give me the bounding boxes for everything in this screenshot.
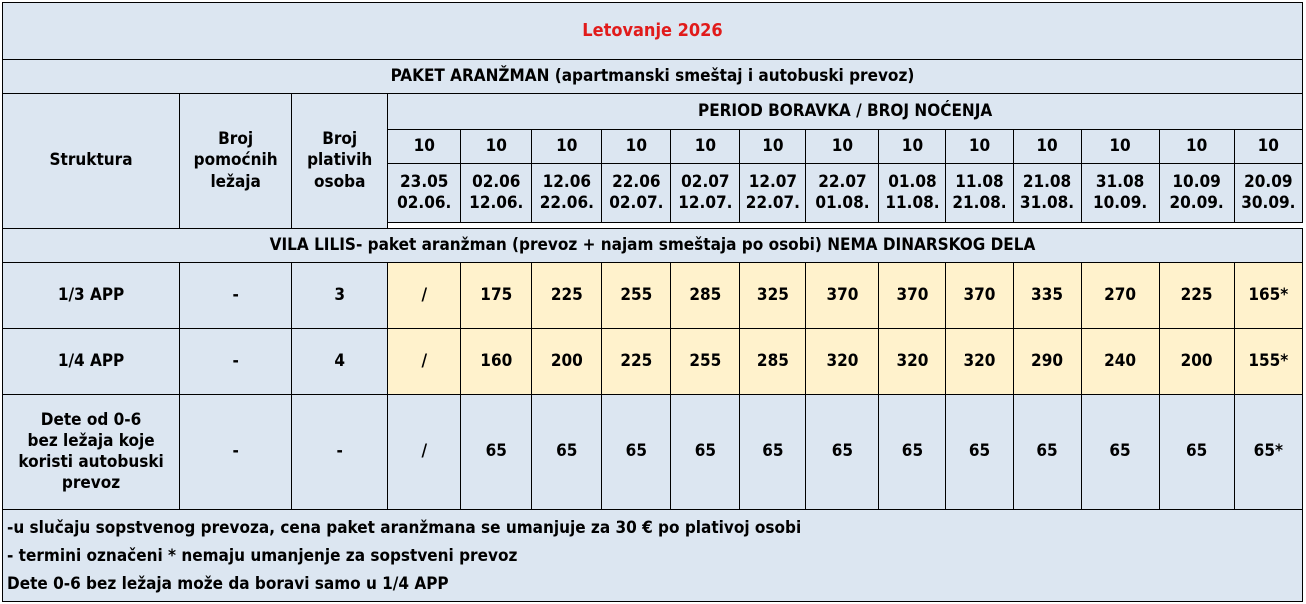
price-cell: 255 [671,329,740,395]
period-from: 31.08 [1095,171,1145,192]
period-to: 10.09. [1092,193,1148,213]
price-cell: 65* [1234,395,1302,510]
period-to: 22.07. [745,193,800,213]
table-row [3,395,1303,510]
price-cell: 65 [671,395,740,510]
period-to: 20.09. [1169,193,1224,213]
price-cell: 65 [1081,395,1159,510]
price-cell: / [388,395,461,510]
period-from: 01.08 [888,171,937,192]
price-cell: 285 [740,329,806,395]
row-paying-persons: - [292,395,388,510]
nights-cell: 10 [602,130,671,164]
price-cell: 200 [1159,329,1234,395]
price-cell: 320 [879,329,946,395]
nights-cell: 10 [740,130,806,164]
period-from: 20.09 [1244,171,1293,192]
nights-cell: 10 [806,130,879,164]
price-cell: 155* [1234,329,1302,395]
notes [3,510,1303,602]
package-subtitle: PAKET ARANŽMAN (apartmanski smeštaj i autobuski prevoz) [3,60,1303,94]
row-structure: 1/4 APP [3,329,180,395]
price-cell: 160 [461,329,532,395]
period-from: 02.06 [472,171,521,192]
period-cell [1159,164,1234,223]
price-cell: 165* [1234,263,1302,329]
period-to: 21.08. [952,193,1007,213]
table-row [3,329,1303,395]
price-cell: 370 [879,263,946,329]
price-table [2,2,1303,602]
price-cell: 290 [1013,329,1081,395]
period-from: 22.06 [612,171,661,192]
period-from: 12.07 [748,171,798,192]
period-from: 21.08 [1022,171,1072,192]
period-cell [1081,164,1159,223]
price-cell: 65 [461,395,532,510]
price-cell: 370 [806,263,879,329]
price-cell: 370 [946,263,1013,329]
period-from: 02.07 [681,171,730,192]
row-paying-persons: 3 [292,263,388,329]
price-cell: 65 [806,395,879,510]
price-cell: 200 [532,329,602,395]
period-cell [671,164,740,223]
period-from: 12.06 [542,171,591,192]
header-extra-beds: Broj pomoćnih ležaja [180,94,292,229]
period-from: 22.07 [818,171,867,192]
price-cell: 65 [879,395,946,510]
price-cell: 320 [946,329,1013,395]
nights-cell: 10 [461,130,532,164]
period-to: 22.06. [539,193,594,213]
period-to: 11.08. [885,193,940,213]
price-cell: 225 [532,263,602,329]
period-to: 12.07. [678,193,733,213]
nights-cell: 10 [879,130,946,164]
period-cell [602,164,671,223]
period-cell [806,164,879,223]
price-cell: 240 [1081,329,1159,395]
nights-cell: 10 [1159,130,1234,164]
table-row [3,263,1303,329]
period-to: 30.09. [1241,193,1296,213]
price-cell: 65 [740,395,806,510]
header-paying-persons: Broj plativih osoba [292,94,388,229]
note-line: -u slučaju sopstvenog prevoza, cena paket aranžmana se umanjuje za 30 € po plativoj osobi [7,517,802,538]
price-cell: 65 [1159,395,1234,510]
period-cell [946,164,1013,223]
period-to: 02.07. [609,193,664,213]
period-cell [388,164,461,223]
price-cell: 65 [946,395,1013,510]
period-to: 12.06. [469,193,524,213]
period-from: 10.09 [1172,171,1221,192]
period-cell [1234,164,1302,223]
price-cell: 225 [1159,263,1234,329]
header-period: PERIOD BORAVKA / BROJ NOĆENJA [388,94,1303,130]
period-from: 11.08 [955,171,1004,192]
row-extra-beds: - [180,329,292,395]
price-cell: 335 [1013,263,1081,329]
nights-cell: 10 [532,130,602,164]
section-title: VILA LILIS- paket aranžman (prevoz + najam smeštaja po osobi) NEMA DINARSKOG DELA [3,229,1303,263]
period-cell [879,164,946,223]
nights-cell: 10 [1234,130,1302,164]
nights-cell: 10 [946,130,1013,164]
period-to: 02.06. [397,193,452,213]
header-structure: Struktura [3,94,180,229]
nights-cell: 10 [671,130,740,164]
period-cell [740,164,806,223]
row-extra-beds: - [180,263,292,329]
row-paying-persons: 4 [292,329,388,395]
period-to: 01.08. [815,193,870,213]
nights-cell: 10 [1081,130,1159,164]
note-line: - termini označeni * nemaju umanjenje za sopstveni prevoz [7,545,518,566]
price-cell: 65 [1013,395,1081,510]
nights-cell: 10 [388,130,461,164]
period-to: 31.08. [1019,193,1075,213]
note-line: Dete 0-6 bez ležaja može da boravi samo u 1/4 APP [7,573,449,594]
page-title: Letovanje 2026 [3,3,1303,60]
period-cell [1013,164,1081,223]
price-cell: 65 [532,395,602,510]
price-cell: 320 [806,329,879,395]
price-cell: 175 [461,263,532,329]
price-cell: / [388,329,461,395]
row-structure: Dete od 0-6 bez ležaja koje koristi autobuski prevoz [3,395,180,510]
period-cell [461,164,532,223]
row-structure: 1/3 APP [3,263,180,329]
price-cell: 325 [740,263,806,329]
price-cell: 270 [1081,263,1159,329]
period-from: 23.05 [400,171,449,192]
price-cell: 255 [602,263,671,329]
nights-cell: 10 [1013,130,1081,164]
price-cell: 285 [671,263,740,329]
period-cell [532,164,602,223]
row-extra-beds: - [180,395,292,510]
price-cell: / [388,263,461,329]
price-cell: 65 [602,395,671,510]
price-cell: 225 [602,329,671,395]
